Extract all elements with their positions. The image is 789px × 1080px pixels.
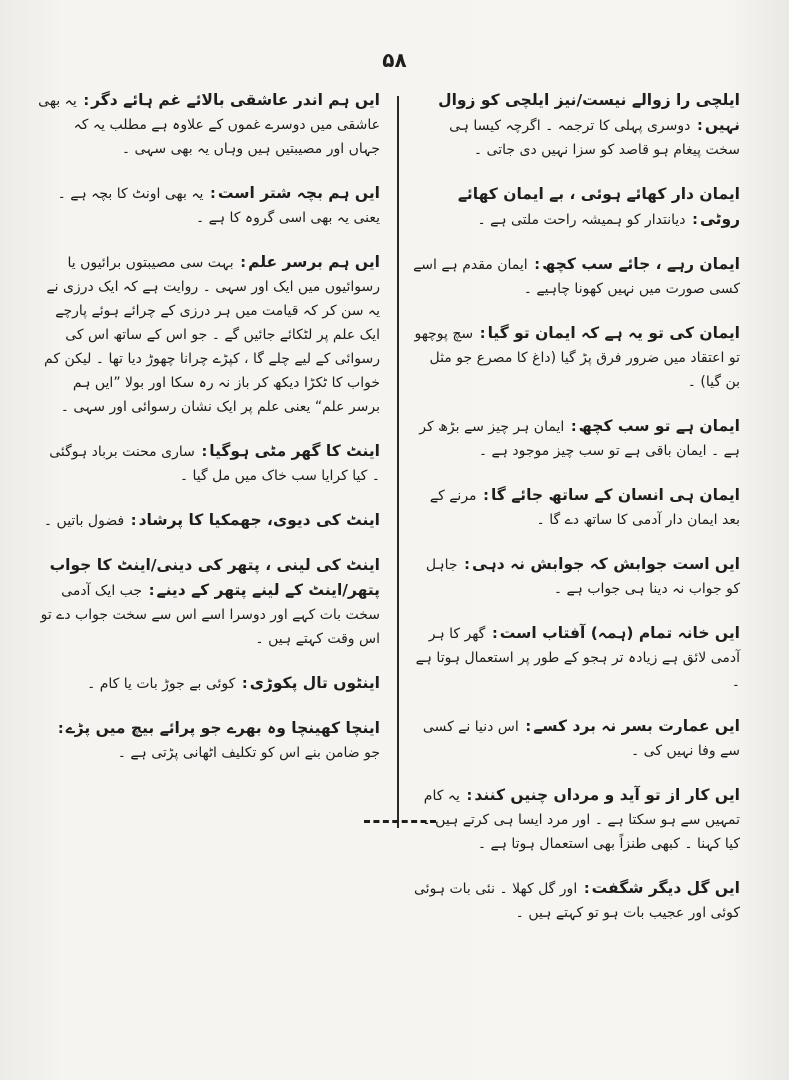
proverb-meaning: سچ پوچھو تو اعتقاد میں ضرور فرق پڑ گیا (داغ کا مصرع جو مثل بن گیا) ۔ bbox=[414, 326, 740, 390]
proverb-meaning: یہ بھی اونٹ کا بچہ ہے ۔ یعنی یہ بھی اسی گروہ کا ہے ۔ bbox=[57, 186, 380, 226]
proverb-entry: ایمان رہے ، جائے سب کچھ: ایمان مقدم ہے اسے کسی صورت میں نہیں کھونا چاہیے ۔ bbox=[413, 255, 740, 297]
proverb-entry: اینٹ کی لینی ، پتھر کی دینی/اینٹ کا جواب پتھر/اینٹ کے لینے پتھر کے دینے: جب ایک آدمی سخت بات کہے اور دوسرا اسے اس سے سخت جواب دے تو اس وقت کہتے ہیں ۔ bbox=[40, 556, 380, 647]
proverb-meaning: بہت سی مصیبتوں برائیوں یا رسوائیوں میں ایک اور سہی ۔ روایت ہے کہ ایک درزی نے یہ سن کر کہ قیامت میں ہر درزی کے چرائے ہوئے پارچے ایک علم پر لٹکائے جائیں گے ۔ جو اس کے ساتھ اس کی رسوائی کے لیے چلے گا ، کپڑے چرانا چھوڑ دیا تھا ۔ لیکن کم خواب کا ٹکڑا دیکھ کر باز نہ رہ سکا اور بولا ”ایں ہم برسر علم“ یعنی علم پر ایک نشان رسوائی اور سہی ۔ bbox=[44, 255, 380, 415]
proverb-entry: ایں ہم اندر عاشقی بالائے غم ہائے دگر: یہ بھی عاشقی میں دوسرے غموں کے علاوہ ہے مطلب یہ کہ جہاں اور مصیبتیں ہیں وہاں یہ بھی سہی ۔ bbox=[38, 91, 380, 157]
proverb-meaning: ساری محنت برباد ہوگئی ۔ کیا کرایا سب خاک میں مل گیا ۔ bbox=[49, 444, 380, 484]
proverb-entry: ایں خانہ تمام (ہمہ) آفتاب است: گھر کا ہر آدمی لائق ہے زیادہ تر ہجو کے طور پر استعمال ہوتا ہے ۔ bbox=[415, 624, 740, 690]
proverb-headword: ایں خانہ تمام (ہمہ) آفتاب است bbox=[499, 624, 740, 642]
proverb-headword: اینٹ کا گھر مٹی ہوگیا bbox=[209, 442, 380, 460]
proverb-headword: ایں کار از تو آید و مرداں چنیں کنند bbox=[474, 786, 740, 804]
proverb-headword: ایمان کی تو یہ ہے کہ ایمان تو گیا bbox=[487, 324, 740, 342]
proverb-meaning: یہ کام تمہیں سے ہو سکتا ہے ۔ اور مرد ایسا ہی کرتے ہیں ۔ کیا کہنا ۔ کبھی طنزاً بھی استعمال ہوتا ہے ۔ bbox=[422, 788, 740, 852]
proverb-entry: اینچا کھینچا وہ بھرے جو پرائے بیچ میں پڑے: جو ضامن بنے اس کو تکلیف اٹھانی پڑتی ہے ۔ bbox=[57, 719, 380, 761]
proverb-meaning: اور گل کھلا ۔ نئی بات ہوئی کوئی اور عجیب بات ہو تو کہتے ہیں ۔ bbox=[414, 881, 740, 921]
proverb-meaning: اس دنیا نے کسی سے وفا نہیں کی ۔ bbox=[422, 719, 740, 759]
proverb-meaning: فضول باتیں ۔ bbox=[43, 513, 125, 529]
proverb-headword: ایلچی را زوالے نیست/نیز ایلچی کو زوال نہیں bbox=[438, 91, 740, 134]
proverb-entry: ایمان ہی انسان کے ساتھ جائے گا: مرنے کے بعد ایمان دار آدمی کا ساتھ دے گا ۔ bbox=[429, 486, 740, 528]
proverb-entry: ایمان کی تو یہ ہے کہ ایمان تو گیا: سچ پوچھو تو اعتقاد میں ضرور فرق پڑ گیا (داغ کا مصرع جو مثل بن گیا) ۔ bbox=[414, 324, 740, 390]
proverb-meaning: جاہل کو جواب نہ دینا ہی جواب ہے ۔ bbox=[425, 557, 740, 597]
proverb-entry: اینٹوں تال پکوڑی: کوئی بے جوڑ بات یا کام ۔ bbox=[87, 674, 380, 692]
proverb-headword: اینٹ کی لینی ، پتھر کی دینی/اینٹ کا جواب پتھر/اینٹ کے لینے پتھر کے دینے bbox=[49, 556, 380, 599]
proverb-meaning: جب ایک آدمی سخت بات کہے اور دوسرا اسے اس سے سخت جواب دے تو اس وقت کہتے ہیں ۔ bbox=[40, 583, 380, 647]
end-of-page-rule bbox=[364, 820, 436, 823]
proverb-meaning: مرنے کے بعد ایمان دار آدمی کا ساتھ دے گا ۔ bbox=[429, 488, 740, 528]
proverb-entry: ایں کار از تو آید و مرداں چنیں کنند: یہ کام تمہیں سے ہو سکتا ہے ۔ اور مرد ایسا ہی کرتے ہیں ۔ کیا کہنا ۔ کبھی طنزاً بھی استعمال ہوتا ہے ۔ bbox=[422, 786, 740, 852]
proverb-headword: ایں ہم بچہ شتر است bbox=[217, 184, 380, 202]
proverb-meaning: جو ضامن بنے اس کو تکلیف اٹھانی پڑتی ہے ۔ bbox=[117, 745, 380, 761]
right-column bbox=[412, 88, 740, 945]
proverb-headword: ایمان دار کھائے ہوئی ، بے ایمان کھائے روٹی bbox=[457, 185, 740, 228]
proverb-headword: ایں ہم برسر علم bbox=[248, 253, 380, 271]
proverb-meaning: کوئی بے جوڑ بات یا کام ۔ bbox=[87, 676, 236, 692]
column-divider bbox=[397, 96, 399, 828]
proverb-headword: ایمان ہے تو سب کچھ bbox=[578, 417, 740, 435]
proverb-entry: ایں عمارت بسر نہ برد کسے: اس دنیا نے کسی سے وفا نہیں کی ۔ bbox=[422, 717, 740, 759]
proverb-entry: ایں گل دیگر شگفت: اور گل کھلا ۔ نئی بات ہوئی کوئی اور عجیب بات ہو تو کہتے ہیں ۔ bbox=[414, 879, 740, 921]
proverb-meaning: ایمان ہر چیز سے بڑھ کر ہے ۔ ایمان باقی ہے تو سب چیز موجود ہے ۔ bbox=[419, 419, 740, 459]
proverb-headword: اینچا کھینچا وہ بھرے جو پرائے بیچ میں پڑے bbox=[65, 719, 380, 737]
proverb-entry: ایں است جوابش کہ جوابش نہ دہی: جاہل کو جواب نہ دینا ہی جواب ہے ۔ bbox=[425, 555, 740, 597]
proverb-entry: اینٹ کی دیوی، جھمکیا کا پرشاد: فضول باتیں ۔ bbox=[43, 511, 380, 529]
proverb-meaning: دوسری پہلی کا ترجمہ ۔ اگرچہ کیسا ہی سخت پیغام ہو قاصد کو سزا نہیں دی جاتی ۔ bbox=[449, 118, 740, 158]
proverb-headword: ایمان ہی انسان کے ساتھ جائے گا bbox=[490, 486, 740, 504]
proverb-meaning: گھر کا ہر آدمی لائق ہے زیادہ تر ہجو کے طور پر استعمال ہوتا ہے ۔ bbox=[415, 626, 740, 690]
proverb-headword: ایمان رہے ، جائے سب کچھ bbox=[542, 255, 740, 273]
proverb-meaning: ایمان مقدم ہے اسے کسی صورت میں نہیں کھونا چاہیے ۔ bbox=[413, 257, 740, 297]
proverb-headword: ایں ہم اندر عاشقی بالائے غم ہائے دگر bbox=[91, 91, 380, 109]
proverb-entry: ایں ہم بچہ شتر است: یہ بھی اونٹ کا بچہ ہے ۔ یعنی یہ بھی اسی گروہ کا ہے ۔ bbox=[57, 184, 380, 226]
proverb-entry: ایں ہم برسر علم: بہت سی مصیبتوں برائیوں یا رسوائیوں میں ایک اور سہی ۔ روایت ہے کہ ایک درزی نے یہ سن کر کہ قیامت میں ہر درزی کے چرائے ہوئے پارچے ایک علم پر لٹکائے جائیں گے ۔ جو اس کے ساتھ اس کی رسوائی کے لیے چلے گا ، کپڑے چرانا چھوڑ دیا تھا ۔ لیکن کم خواب کا ٹکڑا دیکھ کر باز نہ رہ سکا اور بولا ”ایں ہم برسر علم“ یعنی علم پر ایک نشان رسوائی اور سہی ۔ bbox=[44, 253, 380, 415]
left-column bbox=[38, 88, 380, 785]
proverb-entry: اینٹ کا گھر مٹی ہوگیا: ساری محنت برباد ہوگئی ۔ کیا کرایا سب خاک میں مل گیا ۔ bbox=[49, 442, 380, 484]
proverb-entry: ایمان دار کھائے ہوئی ، بے ایمان کھائے روٹی: دیانتدار کو ہمیشہ راحت ملتی ہے ۔ bbox=[457, 185, 740, 228]
proverb-headword: ایں گل دیگر شگفت bbox=[591, 879, 740, 897]
page-number: ۵۸ bbox=[382, 48, 407, 72]
proverb-headword: اینٹوں تال پکوڑی bbox=[249, 674, 380, 692]
proverb-headword: اینٹ کی دیوی، جھمکیا کا پرشاد bbox=[138, 511, 380, 529]
proverb-entry: ایلچی را زوالے نیست/نیز ایلچی کو زوال نہیں: دوسری پہلی کا ترجمہ ۔ اگرچہ کیسا ہی سخت پیغام ہو قاصد کو سزا نہیں دی جاتی ۔ bbox=[438, 91, 740, 158]
proverb-entry: ایمان ہے تو سب کچھ: ایمان ہر چیز سے بڑھ کر ہے ۔ ایمان باقی ہے تو سب چیز موجود ہے ۔ bbox=[419, 417, 740, 459]
proverb-headword: ایں عمارت بسر نہ برد کسے bbox=[533, 717, 740, 735]
proverb-headword: ایں است جوابش کہ جوابش نہ دہی bbox=[471, 555, 740, 573]
proverb-meaning: دیانتدار کو ہمیشہ راحت ملتی ہے ۔ bbox=[477, 212, 686, 228]
proverb-meaning: یہ بھی عاشقی میں دوسرے غموں کے علاوہ ہے مطلب یہ کہ جہاں اور مصیبتیں ہیں وہاں یہ بھی سہی ۔ bbox=[38, 93, 380, 157]
